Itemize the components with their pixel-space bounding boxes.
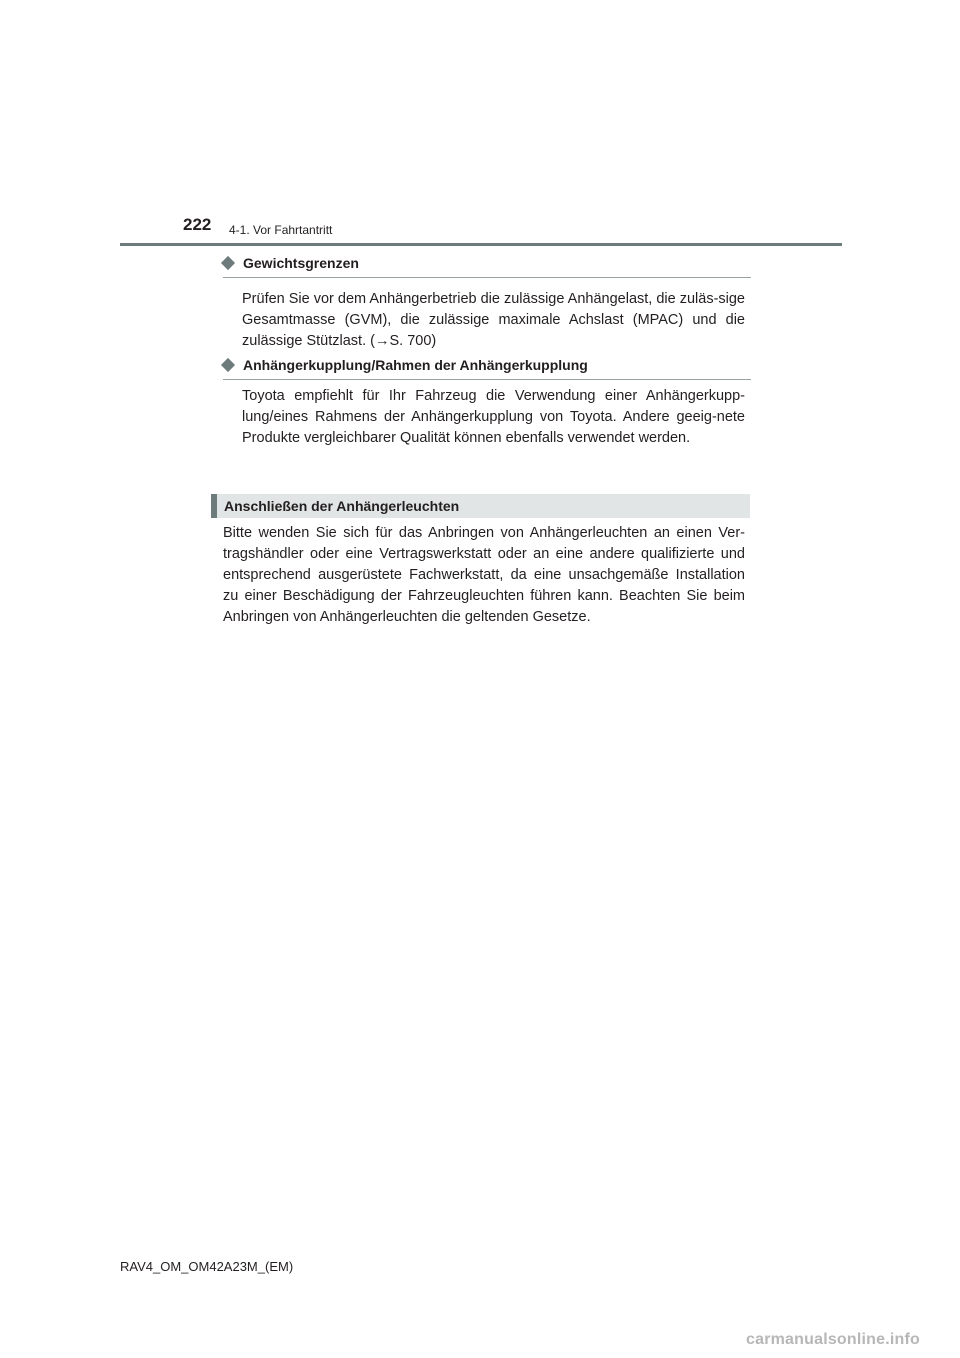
section-heading-bar <box>211 494 217 518</box>
paragraph-weight-limits: Prüfen Sie vor dem Anhängerbetrieb die zulässige Anhängelast, die zuläs-sige Gesamtmasse (GVM), die zulässige maximale Achslast (MPAC) und die zulässige Stützlast. (→S. 700) <box>242 291 745 349</box>
section-heading-trailer-lights <box>211 494 750 518</box>
sub-heading-hitch <box>223 357 751 380</box>
paragraph-trailer-lights: Bitte wenden Sie sich für das Anbringen von Anhängerleuchten an einen Ver-tragshändler oder eine Vertragswerkstatt oder an eine andere qualifizierte und entsprechend ausgerüstete Fachwerkstatt, da eine unsachgemäße Installation zu einer Beschädigung der Fahrzeugleuchten führen kann. Beachten Sie beim Anbringen von Anhängerleuchten die geltenden Gesetze. <box>223 525 745 625</box>
diamond-bullet-icon <box>221 358 235 372</box>
paragraph-hitch: Toyota empfiehlt für Ihr Fahrzeug die Verwendung einer Anhängerkupp-lung/eines Rahmens der Anhängerkupplung von Toyota. Andere geeig-nete Produkte vergleichbarer Qualität können ebenfalls verwendet werden. <box>242 388 745 446</box>
watermark: carmanualsonline.info <box>746 1331 921 1348</box>
sub-heading-text: Anhängerkupplung/Rahmen der Anhängerkupplung <box>243 357 588 373</box>
diamond-bullet-icon <box>221 256 235 270</box>
section-label: 4-1. Vor Fahrtantritt <box>229 223 333 237</box>
header-rule <box>120 243 842 246</box>
footer-doc-id: RAV4_OM_OM42A23M_(EM) <box>120 1259 294 1274</box>
sub-heading-weight-limits <box>223 255 751 278</box>
page-number: 222 <box>183 215 212 234</box>
sub-heading-text: Gewichtsgrenzen <box>243 255 359 271</box>
section-heading-text: Anschließen der Anhängerleuchten <box>224 498 460 514</box>
